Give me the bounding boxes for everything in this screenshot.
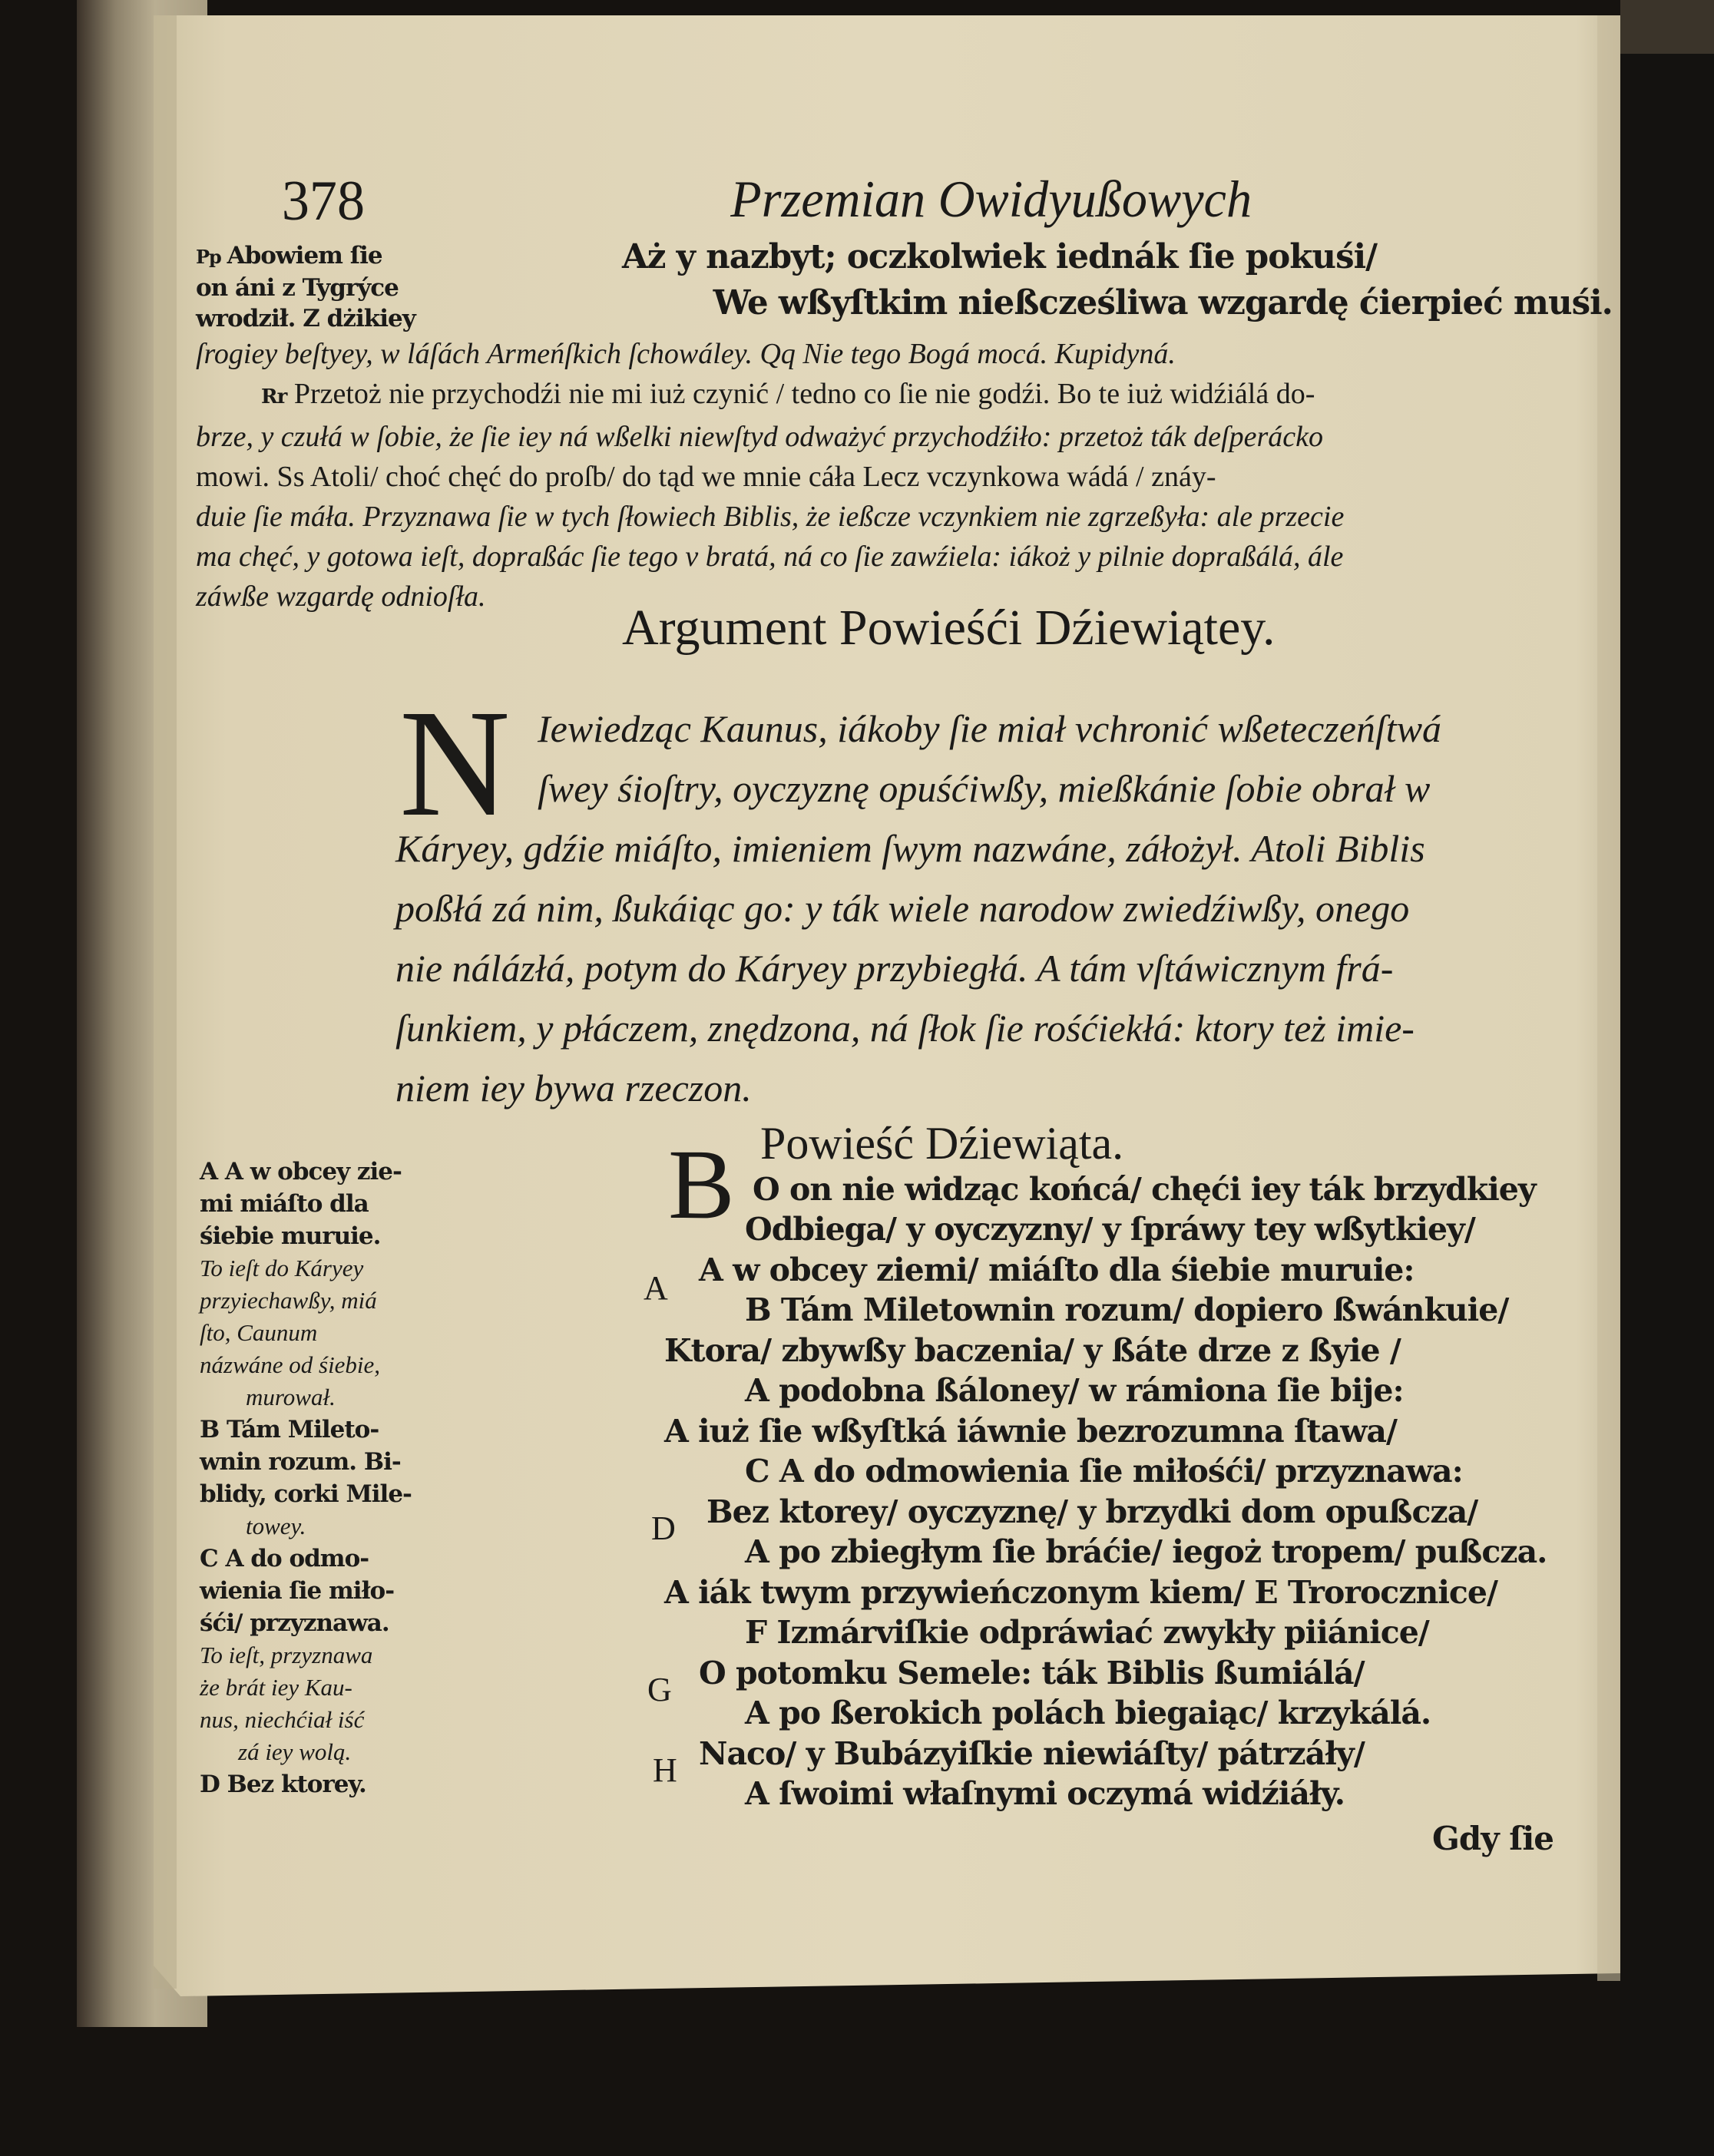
argument-line: niem iey bywa rzeczon. [395, 1066, 752, 1109]
story-heading: Powieść Dźiewiąta. [760, 1118, 1124, 1169]
prose-line: Rr Przetoż nie przychodźi nie mi iuż czynić / tedno co ſie nie godźi. Bo te iuż widźiálá do- [261, 378, 1315, 410]
margin-letter: H [653, 1751, 677, 1789]
book-page [192, 46, 1620, 1920]
margin-note-line: śiebie muruie. [200, 1222, 381, 1250]
verse-line: A ſwoimi właſnymi oczymá widźiáły. [745, 1775, 1345, 1812]
top-verse [622, 234, 1613, 326]
margin-note-line: że brát iey Kau- [200, 1674, 352, 1701]
margin-note-line: murował. [246, 1384, 336, 1410]
margin-note-line: śći/ przyznawa. [200, 1609, 389, 1637]
commentary-prose [196, 334, 1344, 617]
note-line: Pp Abowiem ſie [196, 242, 382, 270]
verse-line: O potomku Semele: ták Biblis ßumiálá/ [699, 1655, 1365, 1691]
catchword: Gdy ſie [1432, 1820, 1554, 1857]
running-title: Przemian Owidyußowych [730, 170, 1252, 228]
margin-note-line: A A w obcey zie- [200, 1158, 402, 1185]
verse-line: Naco/ y Bubázyiſkie niewiáſty/ pátrzáły/ [699, 1735, 1365, 1772]
margin-note-line: wnin rozum. Bi- [200, 1448, 401, 1476]
page-number: 378 [281, 170, 365, 233]
top-margin-note [196, 240, 415, 334]
verse-line: O on nie widząc końcá/ chęći iey ták brzydkiey [753, 1171, 1536, 1208]
margin-letter: A [644, 1269, 668, 1307]
margin-note-line: zá iey wolą. [238, 1738, 352, 1765]
verse-line: B Tám Miletownin rozum/ dopiero ßwánkuie/ [745, 1291, 1509, 1328]
margin-note-line: mi miáſto dla [200, 1190, 369, 1218]
margin-note-line: D Bez ktorey. [200, 1771, 366, 1798]
verse-line: Ktora/ zbywßy baczenia/ y ßáte drze z ßyie / [664, 1332, 1401, 1369]
margin-note-line: wienia ſie miło- [200, 1577, 395, 1605]
prose-line: mowi. Ss Atoli/ choć chęć do proſb/ do tąd we mnie cáła Lecz vczynkowa wádá / znáy- [196, 461, 1216, 493]
verse-line: A po zbiegłym ſie bráćie/ iegoż tropem/ pußcza. [745, 1533, 1547, 1570]
margin-note-line: przyiechawßy, miá [200, 1287, 377, 1314]
argument-line: ſwey śioſtry, oyczyznę opuśćiwßy, mießkánie ſobie obrał w [538, 767, 1431, 810]
margin-letter: D [651, 1510, 676, 1547]
prose-line: ſrogiey beſtyey, w láſách Armeńſkich ſchowáley. Qq Nie tego Bogá mocá. Kupidyná. [196, 338, 1176, 370]
argument-line: Iewiedząc Kaunus, iákoby ſie miał vchronić wßeteczeńſtwá [538, 707, 1442, 750]
verse-line: A w obcey ziemi/ miáſto dla śiebie muruie: [699, 1252, 1415, 1288]
story-drop-cap: B [668, 1129, 735, 1240]
verse-line: We wßyſtkim nießcześliwa wzgardę ćierpieć muśi. [713, 283, 1613, 322]
verse-line: Bez ktorey/ oyczyznę/ y brzydki dom opußcza/ [706, 1493, 1478, 1530]
argument-drop-cap: N [399, 679, 511, 848]
margin-note-line: towey. [246, 1513, 306, 1539]
verse-line: A po ßerokich polách biegaiąc/ krzykálá. [745, 1695, 1431, 1731]
verse-line: A iák twym przywieńczonym kiem/ E Trorocznice/ [664, 1574, 1497, 1611]
verse-line: Odbiega/ y oyczyzny/ y ſpráwy tey wßytkiey/ [745, 1211, 1475, 1248]
argument-heading: Argument Powieśći Dźiewiątey. [622, 600, 1276, 656]
note-line: on áni z Tygrýce [196, 274, 399, 302]
margin-note-line: C A do odmo- [200, 1545, 369, 1572]
prose-line: záwße wzgardę odnioſła. [196, 580, 486, 613]
margin-note-line: B Tám Mileto- [200, 1416, 379, 1443]
verse-line: A podobna ßáloney/ w rámiona ſie bije: [745, 1372, 1404, 1409]
prose-line: brze, y czułá w ſobie, że ſie iey ná wßelki niewſtyd odważyć przychodźiło: przetoż ták deſperácko [196, 421, 1323, 453]
margin-note-line: nus, niechćiał iść [200, 1706, 365, 1733]
note-line: wrodził. Z dżikiey [196, 305, 415, 332]
argument-line: poßłá zá nim, ßukáiąc go: y ták wiele narodow zwiedźiwßy, onego [395, 887, 1410, 930]
margin-notes [200, 1156, 412, 1801]
argument-line: nie nálázłá, potym do Káryey przybiegłá. A tám vſtáwicznym frá- [395, 947, 1394, 990]
verse-line: Aż y nazbyt; oczkolwiek iednák ſie pokuśi/ [622, 237, 1378, 276]
argument-line: ſunkiem, y płáczem, znędzona, ná ſłok ſie rośćiekłá: ktory też imie- [395, 1007, 1415, 1050]
margin-letter: G [647, 1671, 672, 1708]
verse-line: A iuż ſie wßyſtká iáwnie bezrozumna ſtawa/ [664, 1413, 1397, 1450]
prose-line: ma chęć, y gotowa ieſt, dopraßác ſie tego v bratá, ná co ſie zawźiela: iákoż y pilnie dopraßálá, ále [196, 541, 1344, 573]
margin-note-line: ſto, Caunum [200, 1319, 318, 1346]
verse-line: C A do odmowienia ſie miłośći/ przyznawa: [745, 1453, 1463, 1490]
margin-note-line: blidy, corki Mile- [200, 1480, 412, 1508]
verse-line: F Izmárviſkie odpráwiać zwykły piiánice/ [745, 1614, 1429, 1651]
argument-line: Káryey, gdźie miáſto, imieniem ſwym nazwáne, záłożył. Atoli Biblis [395, 827, 1425, 870]
prose-line: duie ſie máła. Przyznawa ſie w tych ſłowiech Biblis, że ießcze vczynkiem nie zgrzeßyła: ale przecie [196, 501, 1345, 533]
margin-note-line: názwáne od śiebie, [200, 1351, 381, 1378]
margin-note-line: To ieſt, przyznawa [200, 1642, 373, 1668]
margin-note-line: To ieſt do Káryey [200, 1255, 364, 1281]
